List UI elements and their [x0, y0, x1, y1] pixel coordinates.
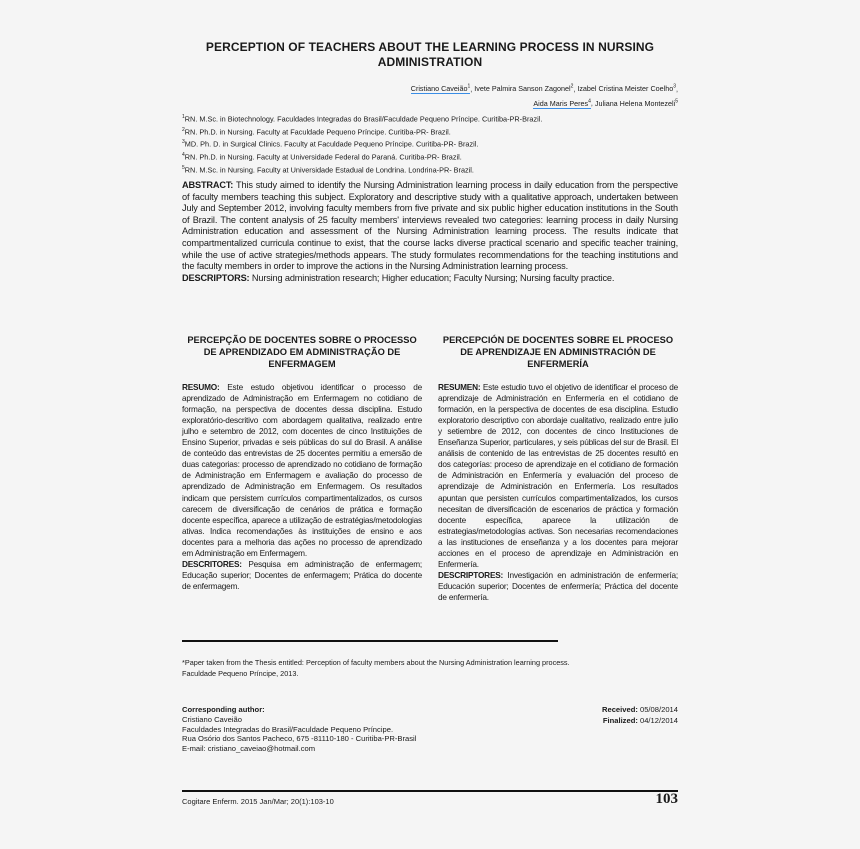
finalized-date: 04/12/2014	[637, 715, 678, 725]
descriptores-text: Investigación en administración de enfermería; Educación superior; Docentes de enfermería; Práctica del docente de enfermería.	[438, 571, 678, 603]
finalized-label: Finalized:	[602, 715, 638, 725]
affiliation: $^4$RN. Ph.D. in Nursing. Faculty at Universidade Federal do Paraná. Curitiba-PR- Brazil.	[182, 151, 462, 162]
affiliations	[182, 112, 542, 175]
author-link[interactable]: Aida Maris Peres$^4$	[533, 98, 591, 108]
spanish-title: PERCEPCIÓN DE DOCENTES SOBRE EL PROCESO DE APRENDIZAJE EN ADMINISTRACIÓN DE ENFERMERÍA	[442, 335, 674, 370]
portuguese-title: PERCEPÇÃO DE DOCENTES SOBRE O PROCESSO DE APRENDIZADO EM ADMINISTRAÇÃO DE ENFERMAGEM	[187, 335, 417, 370]
affiliation: $^5$RN. M.Sc. in Nursing. Faculty at Universidade Estadual de Londrina. Londrina-PR- Brazil.	[182, 164, 474, 174]
affiliation: $^2$RN. Ph.D. in Nursing. Faculty at Faculdade Pequeno Príncipe. Curitiba-PR- Brazil.	[182, 126, 451, 137]
journal-citation: Cogitare Enferm. 2015 Jan/Mar; 20(1):103-10	[182, 797, 334, 806]
affiliation: $^1$RN. M.Sc. in Biotechnology. Faculdades Integradas do Brasil/Faculdade Pequeno Príncipe. Curitiba-PR-Brazil.	[182, 114, 543, 124]
author: Ivete Palmira Sanson Zagonel$^2$	[474, 84, 574, 94]
corresponding-email[interactable]: E-mail: cristiano_caveiao@hotmail.com	[182, 744, 316, 754]
descritores-label: DESCRITORES:	[182, 560, 242, 570]
descriptors-label: DESCRIPTORS:	[182, 272, 250, 283]
author: Juliana Helena Montezeli$^5$	[594, 98, 678, 108]
descriptors-text: Nursing administration research; Higher education; Faculty Nursing; Nursing faculty practice.	[249, 272, 615, 283]
paper-title: PERCEPTION OF TEACHERS ABOUT THE LEARNING PROCESS IN NURSING ADMINISTRATION	[205, 40, 655, 69]
resumen-text: Este estudio tuvo el objetivo de identificar el proceso de aprendizaje de Administración en Enfermería en el cotidiano de formación, en la perspectiva de docentes de esa disciplina. Estudio exploratorio descriptivo con abordaje cualitativo, realizado entre julio y setiembre de 2012, con docentes de cinco Instituciones de Enseñanza Superior, particulares, y seis públicas del sur de Brasil. El análisis de contenido de las entrevistas de 25 docentes resultó en dos categorías: proceso de aprendizaje en el cotidiano de formación de Administración en Enfermería y evaluación del proceso de aprendizaje de Administración en Enfermería. Los resultados apuntan que persisten currículos compartimentalizados, los cursos necesitan de diversificación de escenarios de práctica y formación docente específica, aparece la utilización de estrategias/metodologías activas. Son necesarias recomendaciones a las instituciones de enseñanza y a los docentes para mejorar acciones en el proceso de aprendizaje en Administración en Enfermería.	[438, 382, 678, 570]
dates	[538, 705, 678, 726]
received-date: 05/08/2014	[637, 705, 678, 714]
corresponding-address: Rua Osório dos Santos Pacheco, 675 -81110-180 - Curitiba-PR-Brasil	[182, 734, 417, 744]
footer-divider	[182, 790, 678, 792]
abstract-spanish	[438, 334, 678, 603]
corresponding-author	[182, 705, 502, 754]
resumen-label: RESUMEN:	[438, 382, 481, 392]
author-link[interactable]: Cristiano Caveião$^1$	[410, 84, 471, 94]
section-divider	[182, 640, 558, 642]
footnote: *Paper taken from the Thesis entitled: Perception of faculty members about the Nursing Administration learning process. Faculdade Pequeno Príncipe, 2013.	[182, 658, 570, 678]
author-list: Cristiano Caveião$^1$, Ivete Palmira Sanson Zagonel$^2$, Izabel Cristina Meister Coelho$^3$, Aida Maris Peres$^4$, Juliana Helena Montezeli$^5$	[410, 84, 678, 108]
corresponding-name: Cristiano Caveião	[182, 714, 242, 724]
resumo-label: RESUMO:	[182, 382, 220, 392]
descriptores-label: DESCRIPTORES:	[438, 571, 504, 581]
corresponding-institution: Faculdades Integradas do Brasil/Faculdade Pequeno Príncipe.	[182, 724, 394, 734]
page-number: 103	[655, 791, 678, 807]
abstract-english	[182, 180, 678, 284]
abstract-label: ABSTRACT:	[182, 180, 234, 190]
affiliation: $^3$MD. Ph. D. in Surgical Clinics. Faculty at Faculdade Pequeno Príncipe. Curitiba-PR- Brazil.	[182, 139, 479, 149]
descritores-text: Pesquisa em administração de enfermagem; Educação superior; Docentes de enfermagem; Prática do docente de enfermagem.	[182, 560, 422, 592]
abstract-text: This study aimed to identify the Nursing Administration learning process in daily education from the perspective of faculty members teaching this subject. Exploratory and descriptive study with a qualitative approach, undertaken between July and September 2012, involving faculty members from five private and six public higher education institutions in the South of Brazil. The content analysis of 25 faculty members' interviews revealed two categories: learning process in daily Nursing Administration education and assessment of the Nursing Administration learning process. The results indicate that compartmentalized curricula continue to exist, that the course lacks diverse practical scenario and specific teacher training, while the use of active strategies/methods appears. The study formulates recommendations for the teaching institutions and the faculty members in order to improve the actions in the Nursing Administration learning process.	[182, 180, 678, 272]
resumo-text: Este estudo objetivou identificar o processo de aprendizado de Administração em Enfermagem no cotidiano de formação, na perspectiva de docentes dessa disciplina. Estudo exploratório-descritivo com abordagem qualitativa, realizado entre julho e setembro de 2012, com docentes de cinco Instituições de Ensino Superior, privadas e seis públicas do sul do Brasil. A análise de conteúdo das entrevistas de 25 docentes permitiu a emersão de duas categorias: processo de aprendizado no cotidiano de formação de Administração em Enfermagem e avaliação do processo de aprendizado de Administração em Enfermagem. Os resultados indicam que persistem currículos compartimentalizados, os cursos carecem de diversificação de cenários de prática e formação docente específica, aparece a utilização de estratégias/metodologias ativas. Indica recomendações às instituições de ensino e aos docentes para a melhoria das ações no processo de aprendizado em Administração em Enfermagem.	[182, 382, 422, 559]
corresponding-label: Corresponding author:	[182, 705, 265, 714]
abstract-portuguese	[182, 334, 422, 592]
received-label: Received:	[601, 705, 638, 714]
author: Izabel Cristina Meister Coelho$^3$	[577, 84, 676, 94]
